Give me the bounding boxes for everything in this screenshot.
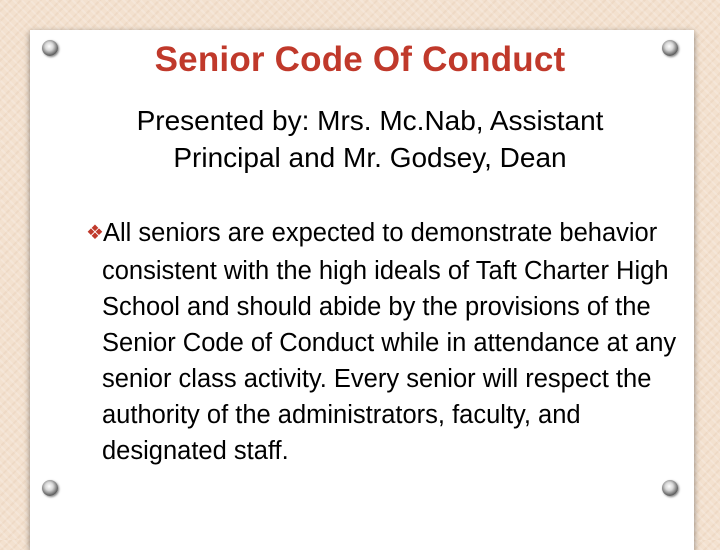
diamond-bullet-icon: ❖: [86, 222, 104, 244]
bullet-paragraph: [86, 215, 692, 469]
slide-board: [30, 30, 694, 550]
pin-icon: [662, 480, 678, 496]
bullet-text: All seniors are expected to demonstrate behavior consistent with the high ideals of Taft Charter High School and should abide by the provisions of the Senior Code of Conduct while in attendance at any senior class activity. Every senior will respect the authority of the administrators, faculty, and designated staff.: [102, 219, 677, 465]
slide-subtitle: Presented by: Mrs. Mc.Nab, Assistant Principal and Mr. Godsey, Dean: [136, 105, 604, 173]
pin-icon: [42, 480, 58, 496]
slide-title: Senior Code Of Conduct: [154, 40, 566, 79]
